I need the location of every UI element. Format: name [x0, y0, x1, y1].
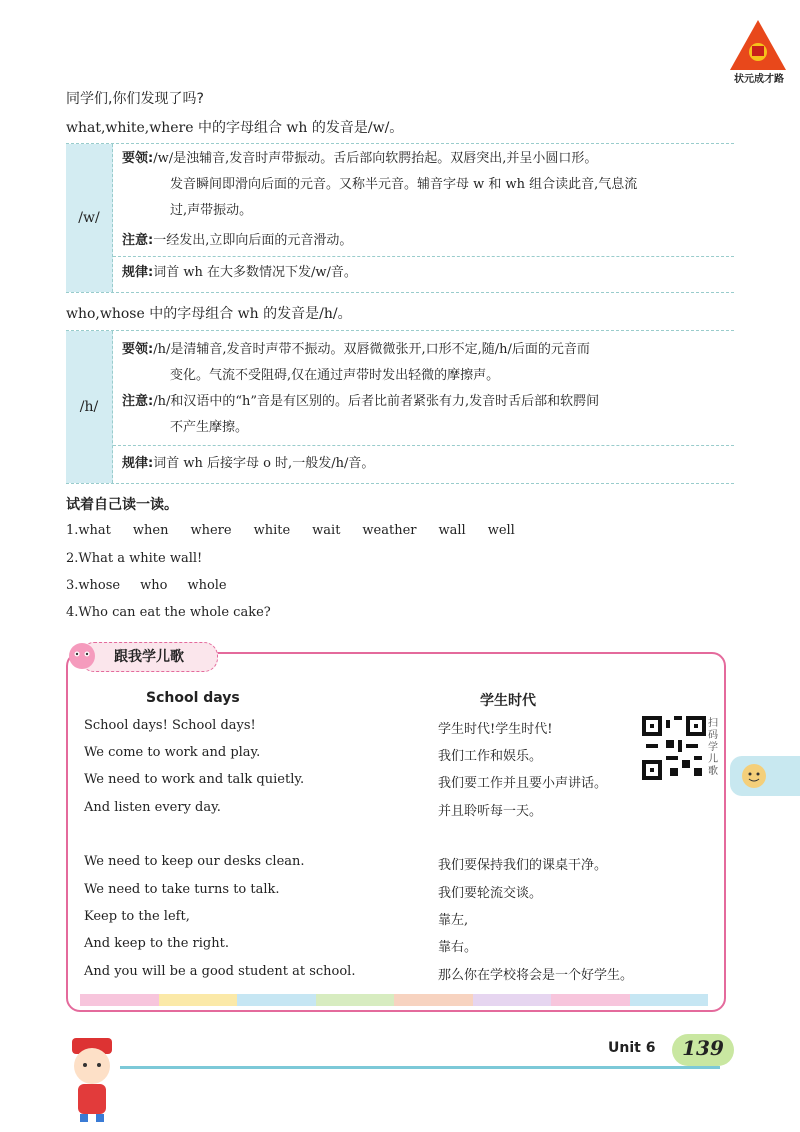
w-note-row: 注意:一经发出,立即向后面的元音滑动。: [122, 233, 353, 248]
en-line: We need to take turns to talk.: [84, 882, 280, 897]
publisher-logo-text: 状元成才路: [734, 74, 784, 85]
en-line: We come to work and play.: [84, 745, 261, 760]
h-intro: who,whose 中的字母组合 wh 的发音是/h/。: [66, 306, 352, 322]
zh-line: 靠左,: [438, 913, 469, 928]
w-key-row: 要领:/w/是浊辅音,发音时声带振动。舌后部向软腭抬起。双唇突出,并呈小圆口形。 发音瞬间即滑向后面的元音。又称半元音。辅音字母 w 和 wh 组合读此音,气息流 过,声带振动。: [122, 151, 638, 218]
song-box: [66, 652, 726, 1012]
try-line-2: 2.What a white wall!: [66, 551, 203, 566]
zh-line: 学生时代!学生时代!: [438, 722, 553, 737]
song-zh-title: 学生时代: [480, 693, 536, 709]
try-line-3: 3.whose who whole: [66, 578, 227, 593]
qr-code-icon[interactable]: [642, 716, 706, 780]
en-line: School days! School days!: [84, 718, 256, 733]
try-reading-title: 试着自己读一读。: [66, 497, 178, 513]
en-line: And keep to the right.: [84, 936, 229, 951]
h-rule-row: 规律:词首 wh 后接字母 o 时,一般发/h/音。: [122, 456, 375, 471]
w-rule-table: [66, 143, 734, 293]
try-line-4: 4.Who can eat the whole cake?: [66, 605, 271, 620]
w-intro: what,white,where 中的字母组合 wh 的发音是/w/。: [66, 120, 404, 136]
h-rule-table: [66, 330, 734, 484]
w-symbol: /w/: [66, 144, 113, 292]
song-section-title: 跟我学儿歌: [114, 649, 184, 665]
smiley-icon: [740, 762, 768, 790]
zh-line: 我们工作和娱乐。: [438, 749, 543, 764]
en-line: Keep to the left,: [84, 909, 190, 924]
footer-line: [120, 1066, 720, 1069]
zh-line: 那么你在学校将会是一个好学生。: [438, 968, 634, 983]
song-en-title: School days: [146, 690, 240, 706]
h-key-row: 要领:/h/是清辅音,发音时声带不振动。双唇微微张开,口形不定,随/h/后面的元音而 变化。气流不受阻碍,仅在通过声带时发出轻微的摩擦声。: [122, 342, 590, 383]
zh-line: 我们要工作并且要小声讲话。: [438, 776, 608, 791]
zh-line: 并且聆听每一天。: [438, 804, 543, 819]
en-line: And you will be a good student at school.: [84, 964, 356, 979]
h-symbol: /h/: [66, 331, 113, 483]
cartoon-kid-icon: [58, 1032, 126, 1124]
en-line: We need to work and talk quietly.: [84, 772, 305, 787]
decorative-stripes: [80, 994, 708, 1006]
zh-line: 我们要保持我们的课桌干净。: [438, 858, 608, 873]
mascot-icon: [64, 636, 100, 672]
en-line: And listen every day.: [84, 800, 221, 815]
zh-line: 靠右。: [438, 940, 478, 955]
try-line-1: 1.what when where white wait weather wall well: [66, 523, 515, 538]
en-line: We need to keep our desks clean.: [84, 854, 305, 869]
h-note-row: 注意:/h/和汉语中的“h”音是有区别的。后者比前者紧张有力,发音时舌后部和软腭间 不产生摩擦。: [122, 394, 600, 435]
w-rule-row: 规律:词首 wh 在大多数情况下发/w/音。: [122, 265, 357, 280]
unit-label: Unit 6: [608, 1040, 656, 1056]
zh-line: 我们要轮流交谈。: [438, 886, 543, 901]
scan-qr-label: 扫码学儿歌: [708, 718, 718, 777]
intro-question: 同学们,你们发现了吗?: [66, 91, 204, 107]
page-number: 139: [682, 1036, 724, 1060]
